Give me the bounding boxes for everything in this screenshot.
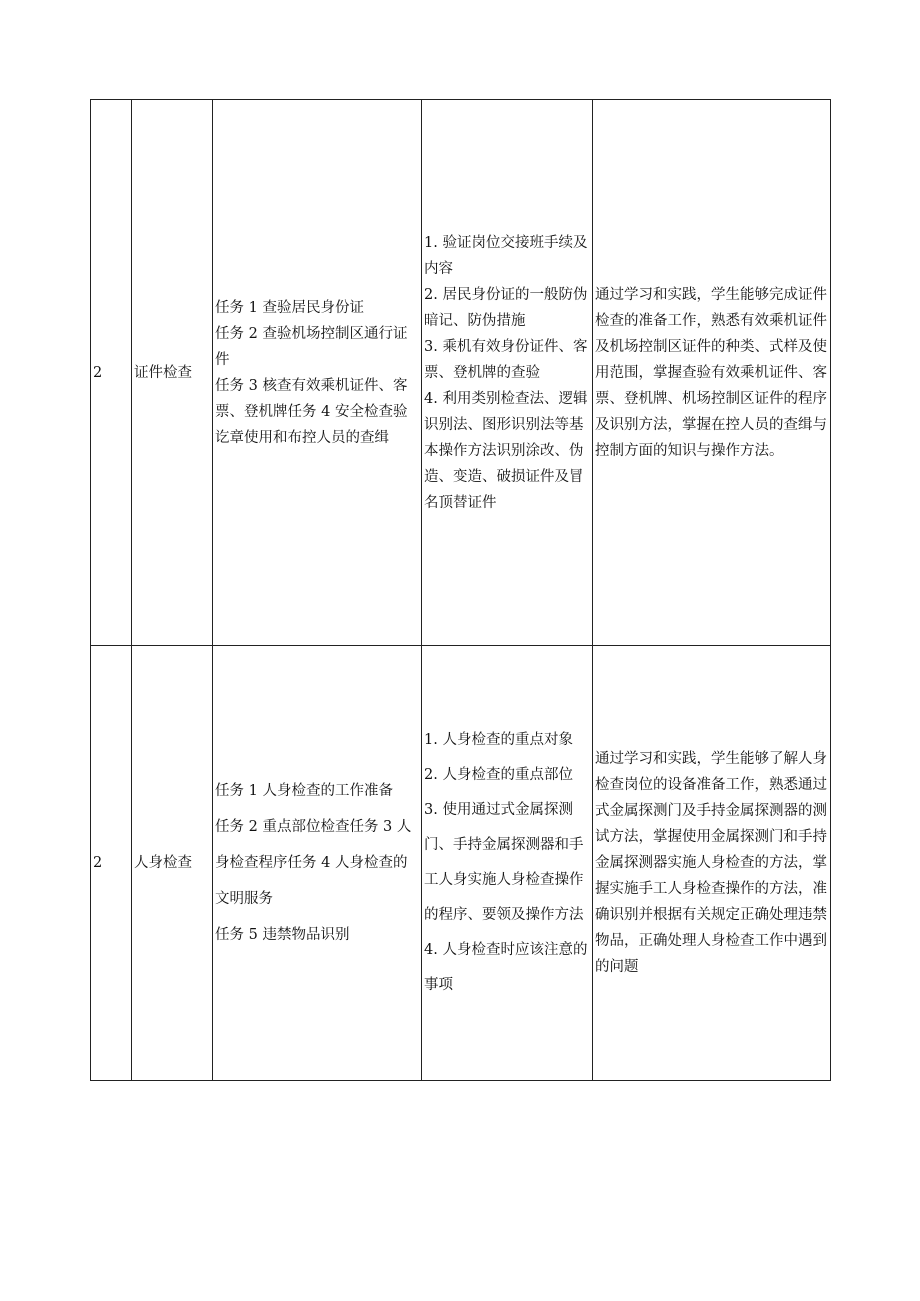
content-item: 1. 验证岗位交接班手续及内容 xyxy=(424,234,588,277)
module-name: 证件检查 xyxy=(132,100,213,646)
table-row xyxy=(91,100,831,646)
task-item: 任务 1 人身检查的工作准备 xyxy=(215,783,393,799)
task-item: 任务 2 重点部位检查任务 3 人身检查程序任务 4 人身检查的文明服务 xyxy=(215,819,412,907)
content-list xyxy=(422,646,593,1081)
content-item: 1. 人身检查的重点对象 xyxy=(424,732,573,748)
row-number: 2 xyxy=(91,100,132,646)
content-item: 2. 居民身份证的一般防伪暗记、防伪措施 xyxy=(424,286,588,329)
module-name: 人身检查 xyxy=(132,646,213,1081)
task-item: 任务 2 查验机场控制区通行证件 xyxy=(215,325,408,368)
content-item: 3. 使用通过式金属探测门、手持金属探测器和手工人身实施人身检查操作的程序、要领及操作方法 xyxy=(424,802,584,923)
content-item: 2. 人身检查的重点部位 xyxy=(424,767,573,783)
course-table xyxy=(90,99,831,1081)
task-item: 任务 1 查验居民身份证 xyxy=(215,299,364,316)
task-item: 任务 3 核查有效乘机证件、客票、登机牌任务 4 安全检查验讫章使用和布控人员的查缉 xyxy=(215,377,408,446)
content-item: 4. 人身检查时应该注意的事项 xyxy=(424,942,588,993)
content-item: 4. 利用类别检查法、逻辑识别法、图形识别法等基本操作方法识别涂改、伪造、变造、破损证件及冒名顶替证件 xyxy=(424,390,588,511)
task-item: 任务 5 违禁物品识别 xyxy=(215,927,350,943)
objective-text: 通过学习和实践，学生能够完成证件检查的准备工作，熟悉有效乘机证件及机场控制区证件的种类、式样及使用范围，掌握查验有效乘机证件、客票、登机牌、机场控制区证件的程序及识别方法，掌握在控人员的查缉与控制方面的知识与操作方法。 xyxy=(593,100,831,646)
row-number: 2 xyxy=(91,646,132,1081)
task-list xyxy=(213,100,422,646)
content-list xyxy=(422,100,593,646)
objective-text: 通过学习和实践，学生能够了解人身检查岗位的设备准备工作，熟悉通过式金属探测门及手持金属探测器的测试方法，掌握使用金属探测门和手持金属探测器实施人身检查的方法，掌握实施手工人身检查操作的方法，准确识别并根据有关规定正确处理违禁物品，正确处理人身检查工作中遇到的问题 xyxy=(593,646,831,1081)
content-item: 3. 乘机有效身份证件、客票、登机牌的查验 xyxy=(424,338,588,381)
task-list xyxy=(213,646,422,1081)
table-row xyxy=(91,646,831,1081)
